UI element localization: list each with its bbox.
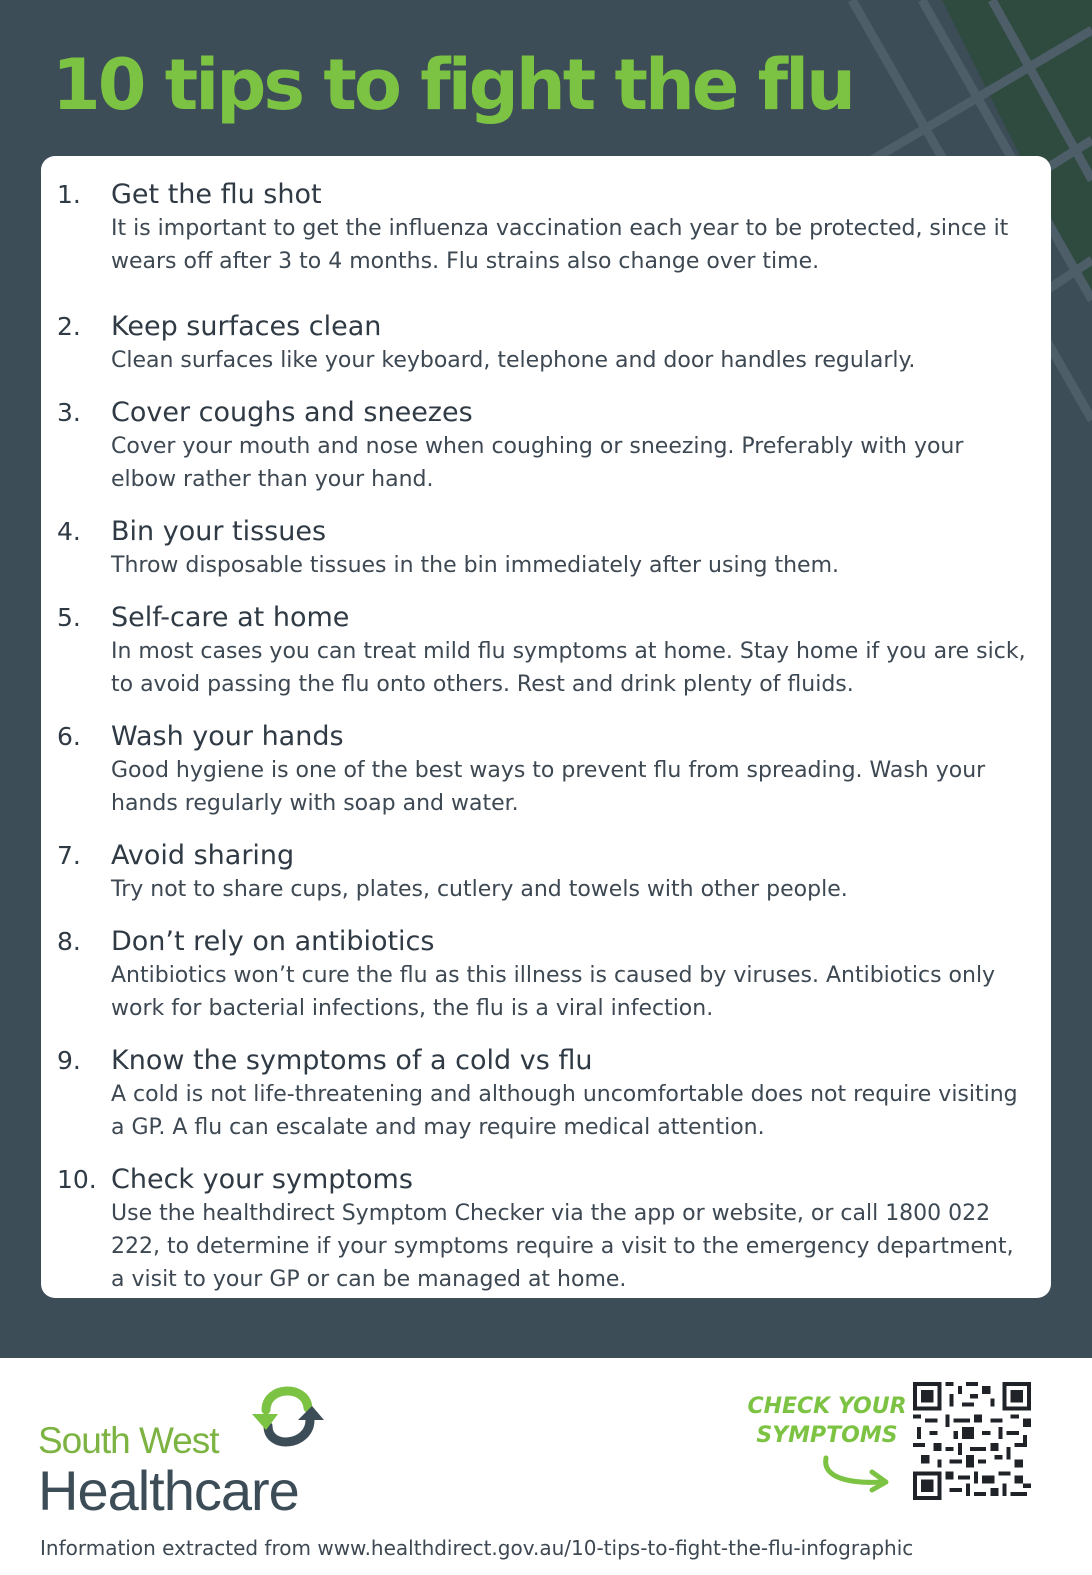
tip-text: In most cases you can treat mild flu symptoms at home. Stay home if you are sick, to avoid passing the flu onto others. Rest and drink plenty of fluids. — [111, 639, 1026, 697]
cta-line-2: SYMPTOMS — [756, 1423, 898, 1448]
page-title: 10 tips to fight the flu — [52, 44, 853, 126]
tip-number: 2. — [57, 312, 81, 341]
tip-text: Good hygiene is one of the best ways to prevent flu from spreading. Wash your hands regularly with soap and water. — [111, 758, 986, 816]
logo-text-south-west: South West — [38, 1420, 219, 1461]
tip-text: Throw disposable tissues in the bin immediately after using them. — [111, 553, 839, 578]
tip-number: 4. — [57, 517, 81, 546]
tip-item — [57, 515, 1031, 601]
tip-heading: Self-care at home — [111, 602, 350, 633]
tip-number: 8. — [57, 927, 81, 956]
tip-text: Try not to share cups, plates, cutlery and towels with other people. — [111, 877, 848, 902]
tip-number: 3. — [57, 398, 81, 427]
tip-text: Antibiotics won’t cure the flu as this illness is caused by viruses. Antibiotics only work for bacterial infections, the flu is a viral infection. — [111, 963, 996, 1021]
tip-heading: Wash your hands — [111, 721, 344, 752]
tip-item — [57, 310, 1031, 396]
tip-number: 9. — [57, 1046, 81, 1075]
south-west-healthcare-logo — [38, 1380, 338, 1520]
tip-text: Use the healthdirect Symptom Checker via the app or website, or call 1800 022 222, to determine if your symptoms require a visit to the emergency department, a visit to your GP or can be managed at home. — [111, 1201, 1014, 1292]
tip-number: 1. — [57, 180, 81, 209]
tip-item — [57, 396, 1031, 515]
tip-item — [57, 178, 1031, 310]
tips-card — [41, 156, 1051, 1298]
tip-heading: Keep surfaces clean — [111, 311, 382, 342]
logo-mark-icon — [248, 1380, 328, 1460]
tip-item — [57, 601, 1031, 720]
tip-item — [57, 720, 1031, 839]
tip-number: 7. — [57, 841, 81, 870]
tip-text: Cover your mouth and nose when coughing or sneezing. Preferably with your elbow rather than your hand. — [111, 434, 964, 492]
tip-text: It is important to get the influenza vaccination each year to be protected, since it wears off after 3 to 4 months. Flu strains also change over time. — [111, 216, 1009, 274]
tip-text: A cold is not life-threatening and although uncomfortable does not require visiting a GP. A flu can escalate and may require medical attention. — [111, 1082, 1018, 1140]
tip-item — [57, 1163, 1031, 1296]
tip-heading: Don’t rely on antibiotics — [111, 926, 435, 957]
tip-heading: Cover coughs and sneezes — [111, 397, 473, 428]
logo-text-healthcare: Healthcare — [38, 1459, 299, 1522]
qr-code[interactable] — [913, 1382, 1031, 1500]
tip-number: 10. — [57, 1165, 97, 1194]
tip-item — [57, 839, 1031, 925]
tip-heading: Avoid sharing — [111, 840, 295, 871]
cta-line-1: CHECK YOUR — [747, 1394, 907, 1419]
tip-heading: Bin your tissues — [111, 516, 327, 547]
tip-heading: Check your symptoms — [111, 1164, 413, 1195]
tip-number: 5. — [57, 603, 81, 632]
tip-item — [57, 1044, 1031, 1163]
tip-heading: Get the flu shot — [111, 179, 322, 210]
footer — [0, 1358, 1092, 1575]
tip-item — [57, 925, 1031, 1044]
source-footnote: Information extracted from www.healthdirect.gov.au/10-tips-to-fight-the-flu-infographic — [40, 1536, 914, 1560]
check-symptoms-callout — [742, 1392, 912, 1450]
tip-text: Clean surfaces like your keyboard, telephone and door handles regularly. — [111, 348, 916, 373]
curved-arrow-icon — [820, 1454, 896, 1494]
tip-number: 6. — [57, 722, 81, 751]
tip-heading: Know the symptoms of a cold vs flu — [111, 1045, 593, 1076]
